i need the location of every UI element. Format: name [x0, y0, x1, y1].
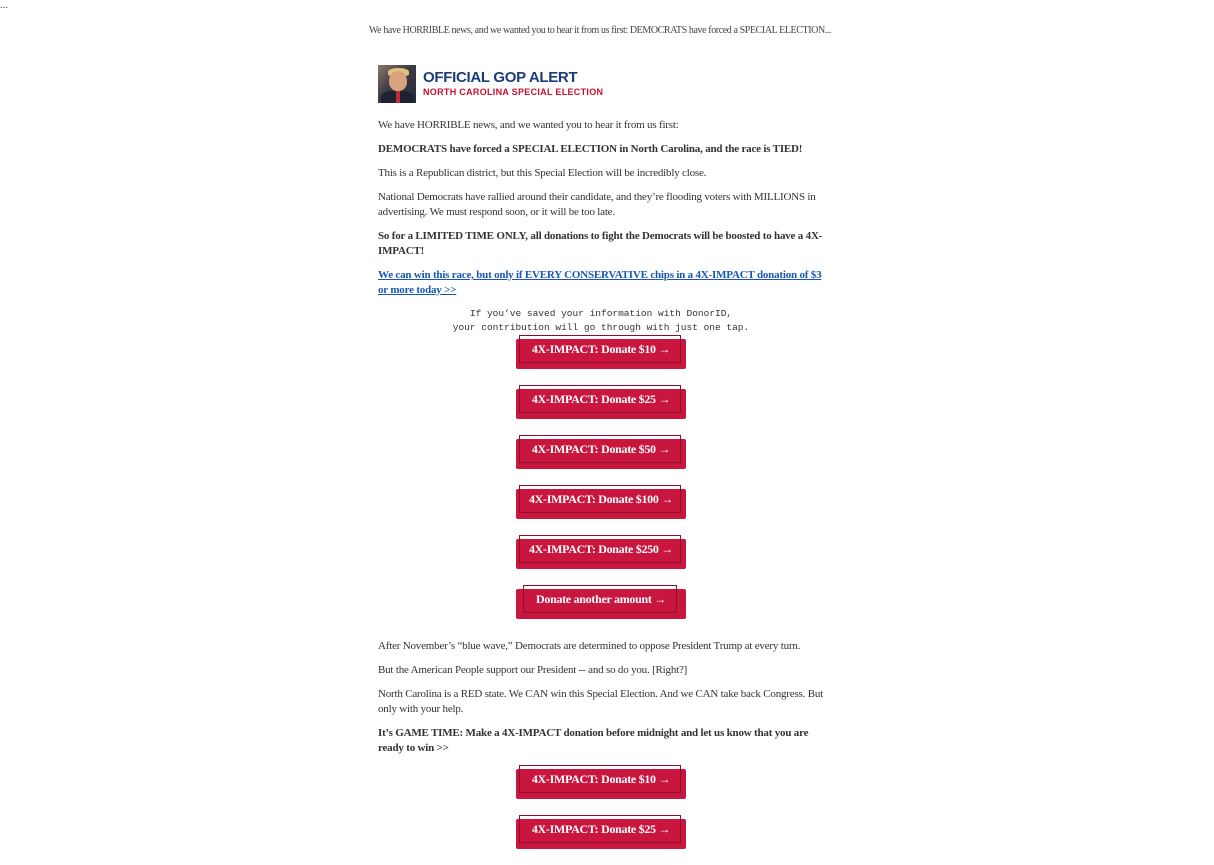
donate-cta-link[interactable]: We can win this race, but only if EVERY CONSERVATIVE chips in a 4X-IMPACT donation of $3 or more today >>: [378, 269, 822, 296]
body-paragraph: DEMOCRATS have forced a SPECIAL ELECTION in North Carolina, and the race is TIED!: [378, 143, 803, 155]
body-paragraph: So for a LIMITED TIME ONLY, all donations to fight the Democrats will be boosted to have a 4X-IMPACT!: [378, 230, 823, 257]
donor-id-note: If you’ve saved your information with DonorID, your contribution will go through with just one tap.: [452, 308, 750, 333]
email-body: [378, 65, 828, 865]
header-titles: [423, 70, 603, 98]
donate-button-row: [378, 435, 828, 485]
donate-25-button[interactable]: 4X-IMPACT: Donate $25 →: [516, 819, 686, 849]
donate-button-row: [378, 485, 828, 535]
body-paragraph: But the American People support our President -- and so do you. [Right?]: [378, 664, 688, 676]
corner-ellipsis: ...: [0, 0, 9, 11]
candidate-photo-icon: [378, 65, 416, 103]
donate-50-button[interactable]: 4X-IMPACT: Donate $50 →: [516, 439, 686, 469]
alert-subtitle: NORTH CAROLINA SPECIAL ELECTION: [423, 87, 604, 97]
donate-button-row: [378, 765, 828, 815]
email-header: [378, 65, 828, 103]
donate-other-amount-button[interactable]: Donate another amount →: [516, 589, 686, 619]
donate-100-button[interactable]: 4X-IMPACT: Donate $100 →: [516, 489, 686, 519]
body-paragraph: North Carolina is a RED state. We CAN win this Special Election. And we CAN take back Congress. But only with your help.: [378, 688, 824, 715]
donate-button-row: [378, 385, 828, 435]
donate-25-button[interactable]: 4X-IMPACT: Donate $25 →: [516, 389, 686, 419]
body-paragraph: National Democrats have rallied around their candidate, and they’re flooding voters with MILLIONS in advertising. We must respond soon, or it will be too late.: [378, 191, 816, 218]
donate-250-button[interactable]: 4X-IMPACT: Donate $250 →: [516, 539, 686, 569]
email-preheader: We have HORRIBLE news, and we wanted you to hear it from us first: DEMOCRATS have forced a SPECIAL ELECTION...: [368, 25, 832, 36]
donate-button-row: [378, 335, 828, 385]
body-paragraph: After November’s “blue wave,” Democrats are determined to oppose President Trump at every turn.: [378, 640, 801, 652]
donate-10-button[interactable]: 4X-IMPACT: Donate $10 →: [516, 769, 686, 799]
alert-title: OFFICIAL GOP ALERT: [423, 69, 578, 86]
donate-button-row: [378, 815, 828, 865]
donate-10-button[interactable]: 4X-IMPACT: Donate $10 →: [516, 339, 686, 369]
donate-button-row: [378, 585, 828, 635]
donate-button-row: [378, 535, 828, 585]
body-paragraph: It’s GAME TIME: Make a 4X-IMPACT donation before midnight and let us know that you are ready to win >>: [378, 727, 809, 754]
body-paragraph: This is a Republican district, but this Special Election will be incredibly close.: [378, 167, 707, 179]
body-paragraph: We have HORRIBLE news, and we wanted you to hear it from us first:: [378, 119, 679, 131]
